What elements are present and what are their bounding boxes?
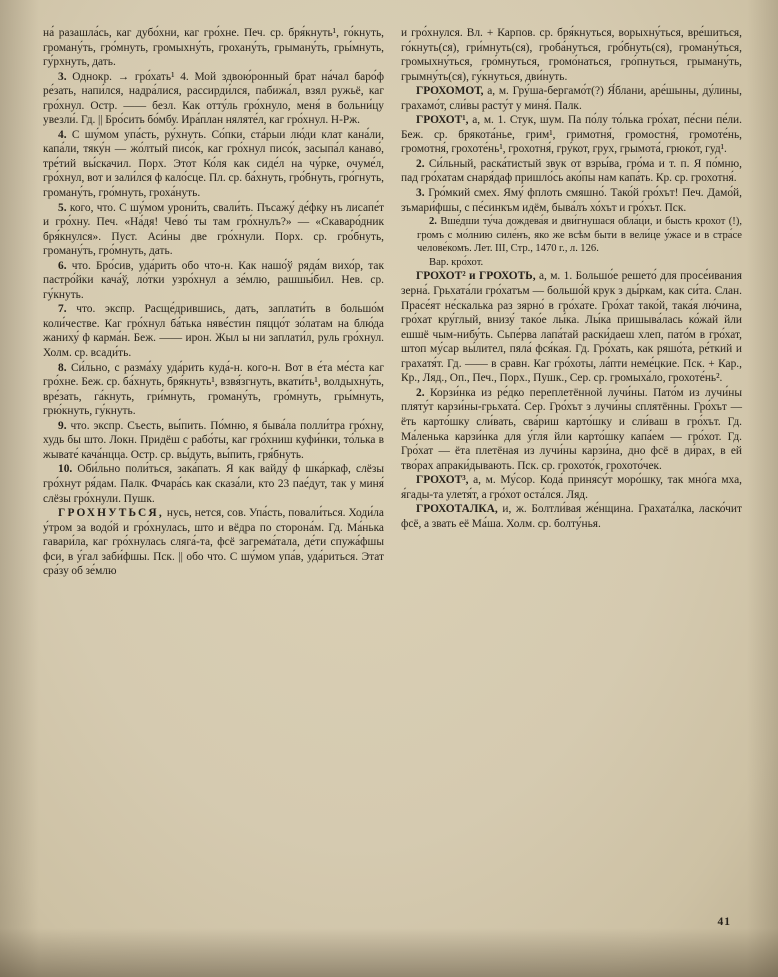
sense-number: 2. bbox=[416, 386, 425, 399]
entry-paragraph: ГРОХОТ³, а, м. Му́сор. Кода́ принясу́т моро́шку, так мно́га мха, я́гады-та улетя́т, а гро́хот оста́лся. Ляд. bbox=[401, 474, 742, 501]
paragraph: Вар. кро́хот. bbox=[429, 256, 484, 268]
headword: ГРОХОТАЛКА, bbox=[416, 503, 498, 516]
entry-paragraph: ГРОХОТ² и ГРОХОТЬ, а, м. 1. Большо́е решето́ для просе́ивания зерна́. Грьхата́ли гро́хатъм — большо́й крук з ды́ркам, как си́та. Слан. Прасе́ят не́скалька раз зярно́ в гро́хате. Гро́хат тако́й, така́я лю́чина, гро́хат кру́глый, внизу́ тако́е лы́ка. Лы́ка пришыва́лась ко́жай йли ешшё чым-нибу́ть. Сьпе́рва лапа́тай раски́даеш хлеп, пато́м в гро́хат, штоп му́сар вы́лител, пяла́ фся́кая. Гд. Гро́хать, как ряшо́та, ре́ткий и грахатя́т. Гд. —— в сравн. Каг гро́хоты, ла́пти неме́цкие. Пск. + Кар., Кр., Ляд., Оп., Печ., Порх., Пушк., Сер. ср. громыха́ло, грохоте́нь². bbox=[401, 270, 742, 385]
sense-number: 5. bbox=[58, 201, 67, 214]
page-number: 41 bbox=[717, 916, 731, 928]
sense-number: 9. bbox=[58, 419, 67, 432]
sense-number: 2. bbox=[429, 216, 437, 228]
entry-paragraph: 3. Гро́мкий смех. Яму́ фплоть смяшно́. Тако́й гро́хът! Печ. Дамо́й, зъмари́фшы, с пе́синкъм идём, быва́лъ хо́хът и гро́хът. Пск. bbox=[401, 187, 742, 214]
entry-paragraph: 2. Си́льный, раска́тистый звук от взры́ва, гро́ма и т. п. Я по́мню, пад гро́хатам снаря́даф пришло́сь ако́пы нам капа́ть. Кр. ср. грохотня́. bbox=[401, 157, 742, 185]
entry-paragraph: 7. что. экспр. Расще́дрившись, дать, заплати́ть в большо́м коли́честве. Каг гро́хнул ба́тька няве́стин пяццо́т зо́латам на блю́да жаниху́ ф карма́н. Беж. —— ирон. Жыл ы ни заплати́л, руль гро́хнул. Холм. ср. всади́ть. bbox=[43, 303, 384, 360]
right-column bbox=[401, 26, 742, 579]
sense-number: 7. bbox=[58, 303, 67, 316]
sense-number: 3. bbox=[416, 187, 425, 200]
sense-number: 8. bbox=[58, 361, 67, 374]
entry-paragraph: ГРОХОМОТ, а, м. Гру́ша-бергамо́т(?) Я́блани, аре́шыны, ду́лины, грахамо́т, сли́вы расту́т у миня́. Палк. bbox=[401, 85, 742, 112]
entry-paragraph: 4. С шу́мом упа́сть, ру́хнуть. Со́пки, ста́рыи лю́ди клат кана́ли, капа́ли, тяку́н — жо́лтый писо́к, каг гро́хнул писо́к, засыпа́л канаво́, тре́тий вы́скачил. Порх. Этот Ко́ля как сиде́л на чу́рке, очуме́л, гро́хнул, вот и зали́лся ф кало́сце. Пл. ср. ба́хнуть, гро́бнуть, гро́гнуть, громану́ть, гро́мнуть, гроха́нуть. bbox=[43, 128, 384, 200]
entry-paragraph: 5. кого, что. С шу́мом урони́ть, свали́ть. Пъсажу́ де́фку нъ лисапе́т и гро́хну. Печ. «На́дя! Чево́ ты там гро́хнулъ?» — «Скаваро́дник бря́кнулся». Пуст. Аси́ны две гро́хнули. Порх. ср. гро́бнуть, громану́ть, гро́мнуть, дать. bbox=[43, 201, 384, 258]
sense-number: 6. bbox=[58, 259, 67, 272]
headword: ГРОХНУТЬСЯ, bbox=[58, 507, 164, 520]
sense-number: 10. bbox=[58, 463, 73, 476]
paragraph: на́ разашла́сь, каг дубо́хни, каг гро́хне. Печ. ср. бря́кнуть¹, го́кнуть, громану́ть, гро́мнуть, громыхну́ть, грохану́ть, грыману́ть, гры́мнуть, гу́рхнуть, дать. bbox=[43, 27, 384, 69]
entry-paragraph: ГРОХОТАЛКА, и, ж. Болтли́вая же́нщина. Грахата́лка, ласко́чит фсё, а звать её Ма́ша. Холм. ср. болту́нья. bbox=[401, 503, 742, 530]
headword: ГРОХОТ² и ГРОХОТЬ, bbox=[416, 270, 536, 283]
paragraph: и гро́хнулся. Вл. + Карпов. ср. бря́кнуться, ворыхну́ться, вре́шиться, го́кнуть(ся), гри́мнуть(ся), гроба́нуться, гро́бнуть(ся), громану́ться, громыхну́ться, гро́мнуться, громо́наться, гро́пнуться, грыману́ть, грымну́ть(ся), гу́кнуться, дви́нуть. bbox=[401, 27, 742, 83]
entry-paragraph: 8. Си́льно, с разма́ху уда́рить куда́-н. кого-н. Вот в е́та ме́ста каг гро́хне. Беж. ср. ба́хнуть, бря́кнуть¹, взвя́згнуть, вкати́ть¹, волдыхну́ть, вре́зать, га́кнуть, гри́мнуть, громану́ть, гро́мнуть, гры́мнуть, грю́кнуть, гу́кнуть. bbox=[43, 361, 384, 418]
entry-paragraph: 9. что. экспр. Съесть, вы́пить. По́мню, я быва́ла полли́тра гро́хну, худь бы што. Локн. Придёш с рабо́ты, каг гро́хниш куфи́нки, то́лька в жывате́ кача́нцца. Остр. ср. вы́дуть, вы́пить, гря́бнуть. bbox=[43, 419, 384, 461]
entry-paragraph: ГРОХОТ¹, а, м. 1. Стук, шум. Па по́лу то́лька гро́хат, пе́сни пе́ли. Беж. ср. брякота́нье, грим¹, гримотня́, громостня́, громоте́нь, громотня́, грохоте́нь¹, грохотня́, гру́кот, грух, грымота́, грюко́т, гуд¹. bbox=[401, 114, 743, 156]
headword: ГРОХОМОТ, bbox=[416, 85, 484, 98]
headword: ГРОХОТ³, bbox=[416, 474, 469, 487]
entry-paragraph: 10. Оби́льно поли́ться, зака́пать. Я как вайду́ ф шка́ркаф, слёзы гро́хнут ря́дам. Палк. Фчара́сь как сказа́ли, кто 23 пае́дут, так у миня́ слёзы гро́хнули. Пушк. bbox=[43, 463, 384, 505]
left-column bbox=[43, 26, 384, 579]
sense-number: 3. bbox=[58, 70, 67, 83]
entry-paragraph: 3. Однокр. → гро́хать¹ 4. Мой здвою́ронный брат на́чал баро́ф ре́зать, напи́лся, надра́лися, рассирди́лся, пабижа́л, взял ружьё, каг гро́хнул. Остр. —— безл. Как отту́ль гро́хнуло, меня́ в больни́цу увезли́. Гд. || Бро́сить бо́мбу. Ира́план няляте́л, каг гро́хнул. Н-Рж. bbox=[43, 70, 384, 127]
entry-paragraph: 6. что. Бро́сив, уда́рить обо что-н. Как нашо́ў ряда́м вихо́р, так пастро́йки кача́ў, ло́тки узро́хнул а зе́млю, рашшы́бил. Нев. ср. гу́кнуть. bbox=[43, 259, 384, 301]
entry-paragraph: ГРОХНУТЬСЯ, нусь, нется, сов. Упа́сть, повали́ться. Ходи́ла у́тром за водо́й и гро́хнулась, што и вёдра по сторона́м. Гд. Ма́нька гавари́ла, каг гро́хнулась сляга́-та, фсё загрема́тала, де́ти спужа́фшы фси, в у́гал заби́фшы. Пск. || обо что. С шу́мом упа́в, уда́риться. Этат сра́зу об зе́млю bbox=[43, 507, 384, 578]
entry-paragraph: 2. Вше́дши ту́ча дождева́я и дви́гнушася обла́ци, и бысть крохот (!), громъ с мо́лнию силе́нъ, яко же всѣм быти в вели́це у́жасе и в стра́се челове́комъ. Лет. III, Стр., 1470 г., л. 126. bbox=[417, 216, 742, 255]
entry-paragraph: 2. Корзи́нка из ре́дко переплетённой лучи́ны. Пато́м из лучи́ны пляту́т карзи́ны-грьхата́. Сер. Гро́хът з лучи́ны сплятённы. Гро́хът — ёть карто́шку сли́вать, сва́риш карто́шку и сли́ваш в гро́хът. Гд. Ма́ленька карзи́нка для у́гля йли карто́шку капа́ем — гро́хот. Гд. Гро́хат — ёта плетёная из лучи́ны карзи́на, дно фсё в ди́рах, в ей тво́рах апраки́дывають. Пск. ср. грохото́к, грохото́чек. bbox=[401, 386, 742, 472]
sense-number: 4. bbox=[58, 128, 67, 141]
sense-number: 2. bbox=[416, 157, 425, 170]
headword: ГРОХОТ¹, bbox=[416, 114, 469, 127]
